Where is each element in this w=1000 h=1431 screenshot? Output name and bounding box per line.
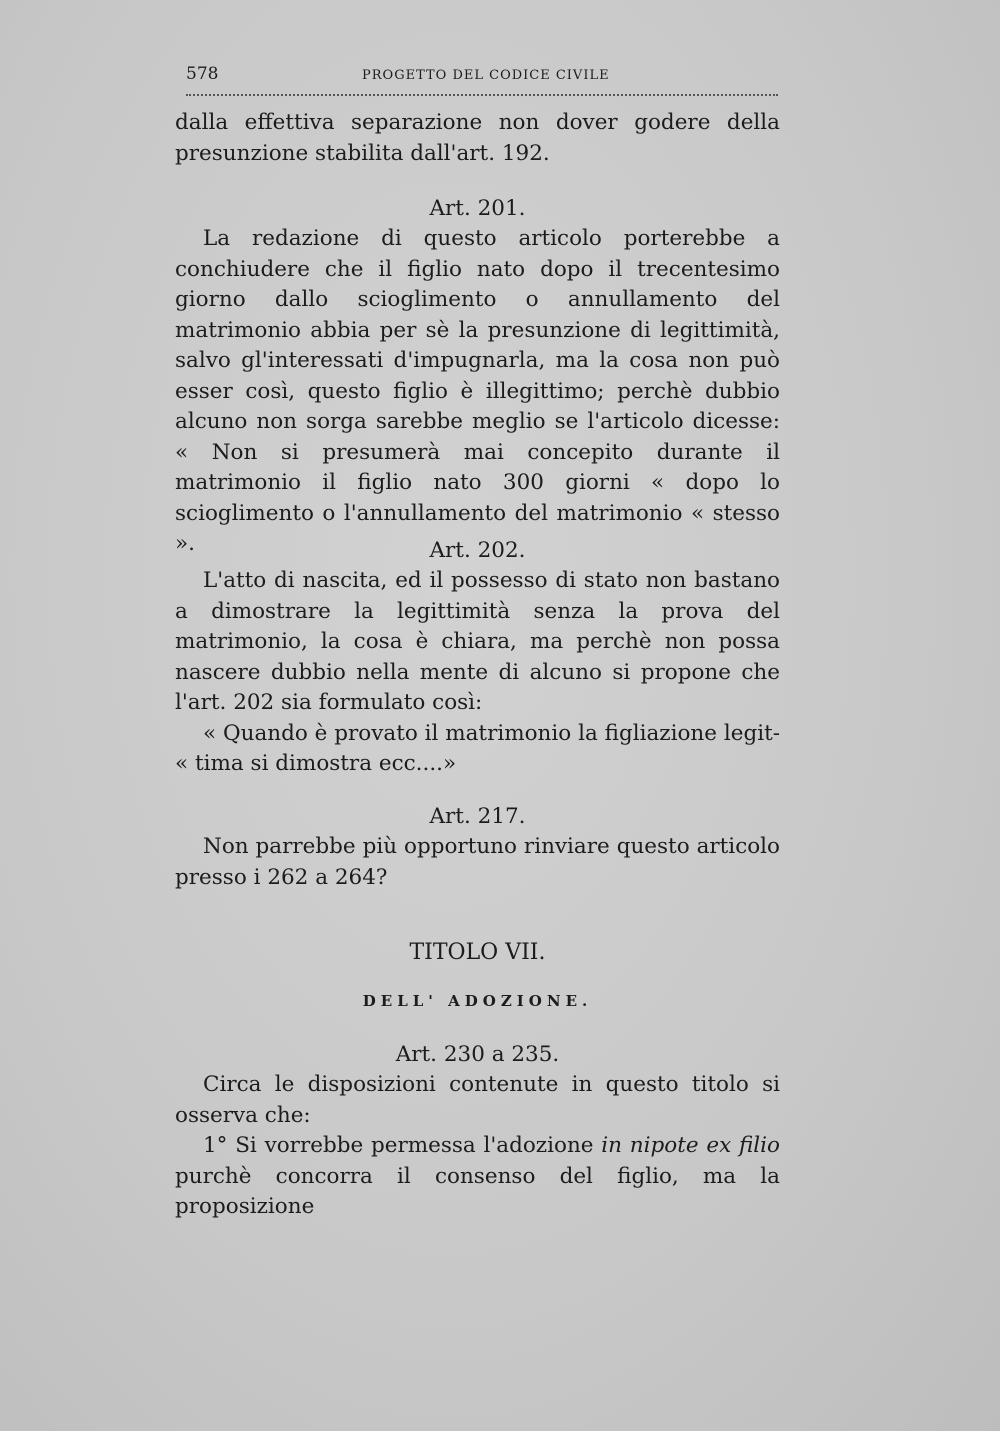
art-201-heading: Art. 201. [429,196,526,221]
art-202-paragraph [175,566,780,780]
art-230-heading: Art. 230 a 235. [395,1042,560,1067]
item-prefix: 1° Si vorrebbe permessa l'adozione [203,1133,594,1158]
item-latin-phrase: in nipote ex filio [601,1133,781,1158]
art-230-item [175,1131,780,1223]
art-202-quote: « Quando è provato il matrimonio la figliazione legit- « tima si dimostra ecc....» [175,720,780,776]
intro-text: dalla effettiva separazione non dover godere della presunzione stabilita dall'art. 192. [175,110,780,166]
art-201-text: La redazione di questo articolo porterebbe a conchiudere che il figlio nato dopo il trecentesimo giorno dallo scioglimento o annullamento del matrimonio abbia per sè la presunzione di legittimità, salvo gl'interessati d'impugnarla, ma la cosa non può esser così, questo figlio è illegittimo; perchè dubbio alcuno non sorga sarebbe meglio se l'articolo dicesse: « Non si presumerà mai concepito durante il matrimonio il figlio nato 300 giorni « dopo lo scioglimento o l'annullamento del matrimonio « stesso ». [175,226,780,556]
page-number: 578 [186,64,219,84]
item-rest: purchè concorra il consenso del figlio, ma la proposizione [175,1163,780,1219]
running-title: PROGETTO DEL CODICE CIVILE [362,68,610,83]
art-217-heading: Art. 217. [429,804,526,829]
art-202-heading: Art. 202. [429,538,526,563]
art-230-text: Circa le disposizioni contenute in questo titolo si osserva che: [175,1072,780,1128]
art-217-paragraph [175,832,780,893]
art-217-text: Non parrebbe più opportuno rinviare questo articolo presso i 262 a 264? [175,834,780,890]
intro-paragraph [175,108,780,169]
titolo-subtitle: DELL' ADOZIONE. [362,992,593,1010]
running-head [186,60,778,96]
titolo-heading: TITOLO VII. [409,940,546,965]
art-202-text: L'atto di nascita, ed il possesso di stato non bastano a dimostrare la legittimità senza la prova del matrimonio, la cosa è chiara, ma perchè non possa nascere dubbio nella mente di alcuno si propone che l'art. 202 sia formulato così: [175,568,780,715]
art-230-paragraph [175,1070,780,1223]
art-201-paragraph [175,224,780,560]
